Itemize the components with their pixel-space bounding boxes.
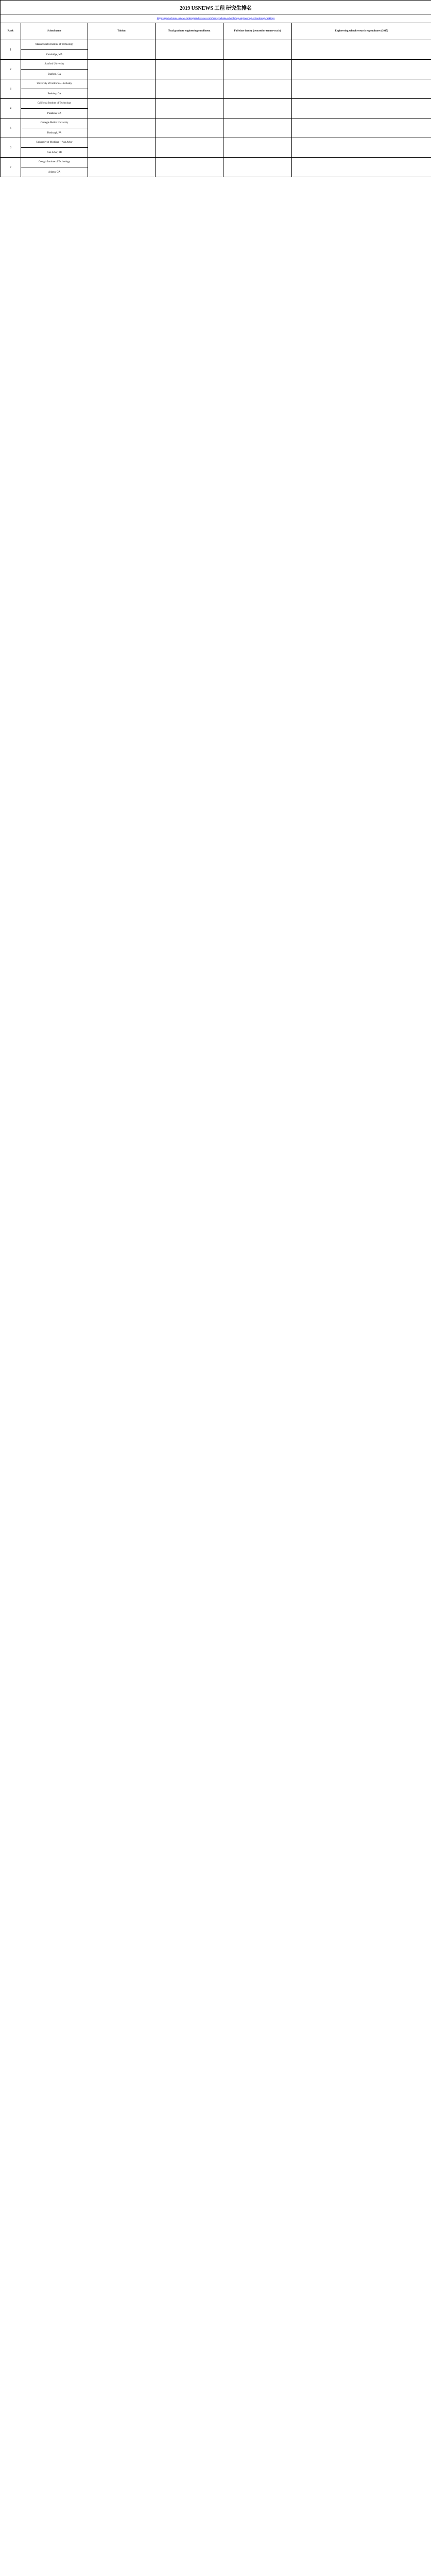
expenditures-cell (292, 40, 431, 60)
table-row (1, 60, 431, 79)
school-location: Cambridge, MA (46, 53, 63, 56)
rank-cell: 7 (1, 158, 21, 177)
enrollment-cell (156, 79, 223, 99)
header-rank: Rank (1, 23, 21, 40)
source-link[interactable]: https://grad-schools.usnews.rankingsandreviews.com/best-graduate-schools/top-engineering-schools/eng-rankings (1, 14, 431, 23)
faculty-cell (223, 40, 292, 60)
school-name[interactable]: Georgia Institute of Technology (21, 158, 88, 167)
expenditures-cell (292, 118, 431, 138)
school-location: Atlanta, GA (48, 171, 61, 174)
ranking-table (0, 0, 431, 177)
faculty-cell (223, 79, 292, 99)
enrollment-cell (156, 158, 223, 177)
header-faculty: Full-time faculty (tenured or tenure-track) (223, 23, 292, 40)
table-title: 2019 USNEWS 工程 研究生排名 (1, 1, 431, 14)
tuition-cell (88, 40, 156, 60)
school-cell (21, 158, 88, 177)
header-expenditures: Engineering school research expenditures (2017) (292, 23, 431, 40)
expenditures-cell (292, 79, 431, 99)
faculty-cell (223, 158, 292, 177)
tuition-cell (88, 99, 156, 118)
rank-cell: 3 (1, 79, 21, 99)
school-name[interactable]: Carnegie Mellon University (21, 118, 88, 128)
faculty-cell (223, 60, 292, 79)
rank-cell: 1 (1, 40, 21, 60)
expenditures-cell (292, 138, 431, 158)
school-location: Pittsburgh, PA (47, 131, 62, 134)
ranking-sheet (0, 0, 431, 177)
school-location: Pasadena, CA (47, 112, 61, 115)
school-name[interactable]: California Institute of Technology (21, 99, 88, 109)
table-row (1, 40, 431, 60)
header-row (1, 23, 431, 40)
school-location: Ann Arbor, MI (47, 151, 62, 154)
school-cell (21, 118, 88, 138)
enrollment-cell (156, 118, 223, 138)
rank-cell: 4 (1, 99, 21, 118)
table-row (1, 79, 431, 99)
school-cell (21, 60, 88, 79)
rank-cell: 5 (1, 118, 21, 138)
faculty-cell (223, 118, 292, 138)
school-cell (21, 40, 88, 60)
table-row (1, 118, 431, 138)
rank-cell: 6 (1, 138, 21, 158)
enrollment-cell (156, 138, 223, 158)
header-enrollment: Total graduate engineering enrollment (156, 23, 223, 40)
ranking-rows (1, 40, 431, 177)
rank-cell: 2 (1, 60, 21, 79)
table-row (1, 138, 431, 158)
expenditures-cell (292, 158, 431, 177)
expenditures-cell (292, 99, 431, 118)
school-name[interactable]: Massachusetts Institute of Technology (21, 40, 88, 50)
title-row (1, 1, 431, 14)
school-cell (21, 138, 88, 158)
school-name[interactable]: University of Michigan—Ann Arbor (21, 138, 88, 148)
tuition-cell (88, 60, 156, 79)
table-row (1, 158, 431, 177)
school-name[interactable]: Stanford University (21, 60, 88, 70)
header-school: School name (21, 23, 88, 40)
enrollment-cell (156, 60, 223, 79)
school-name[interactable]: University of California—Berkeley (21, 79, 88, 89)
faculty-cell (223, 138, 292, 158)
header-tuition: Tuition (88, 23, 156, 40)
tuition-cell (88, 118, 156, 138)
school-cell (21, 99, 88, 118)
faculty-cell (223, 99, 292, 118)
tuition-cell (88, 79, 156, 99)
source-link-row (1, 14, 431, 23)
enrollment-cell (156, 40, 223, 60)
tuition-cell (88, 138, 156, 158)
table-row (1, 99, 431, 118)
tuition-cell (88, 158, 156, 177)
school-location: Stanford, CA (47, 73, 61, 76)
expenditures-cell (292, 60, 431, 79)
school-location: Berkeley, CA (47, 92, 61, 95)
school-cell (21, 79, 88, 99)
enrollment-cell (156, 99, 223, 118)
